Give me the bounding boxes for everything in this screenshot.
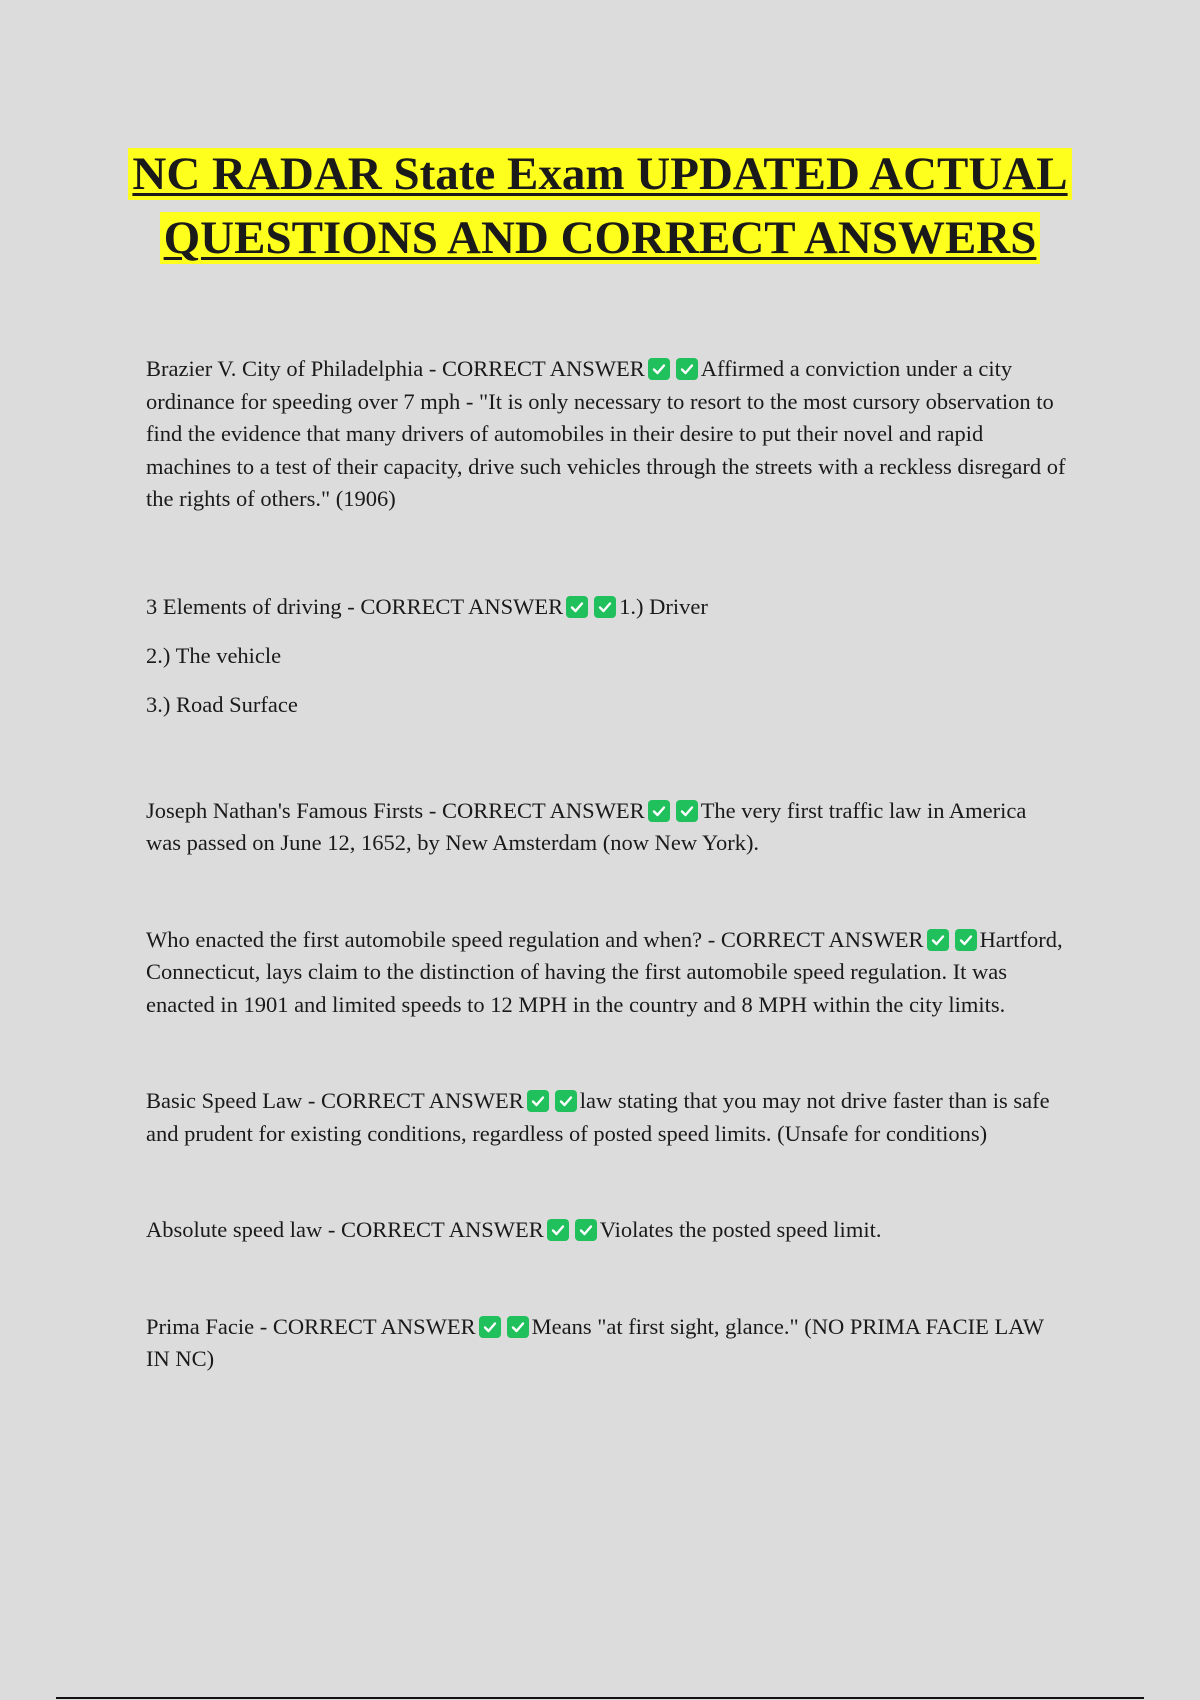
check-icon — [927, 929, 949, 951]
question-text: Basic Speed Law — [146, 1088, 303, 1113]
qa-entry: Absolute speed law - CORRECT ANSWER Violates the posted speed limit. — [146, 1217, 882, 1242]
answer-list-item: 2.) The vehicle — [146, 642, 282, 668]
check-icon — [566, 596, 588, 618]
check-icon — [648, 358, 670, 380]
check-icon — [507, 1316, 529, 1338]
check-icon — [479, 1316, 501, 1338]
document-title-text: NC RADAR State Exam UPDATED ACTUAL QUESTIONS AND CORRECT ANSWERS — [128, 148, 1071, 264]
qa-entry: Basic Speed Law - CORRECT ANSWER law stating that you may not drive faster than is safe and prudent for existing conditions, regardless of posted speed limits. (Unsafe for conditions) — [146, 1088, 1050, 1146]
answer-text: Violates the posted speed limit. — [599, 1217, 882, 1242]
check-icon — [547, 1219, 569, 1241]
answer-text: law stating that you may not drive faster than is safe and prudent for existing conditions, regardless of posted speed limits. (Unsafe for conditions) — [146, 1088, 1050, 1146]
qa-entry: Who enacted the first automobile speed regulation and when? - CORRECT ANSWER Hartford, Connecticut, lays claim to the distinction of having the first automobile speed regulation. It was enacted in 1901 and limited speeds to 12 MPH in the country and 8 MPH within the city limits. — [146, 926, 1063, 1017]
answer-marker: CORRECT ANSWER — [320, 1088, 524, 1113]
answer-marker: CORRECT ANSWER — [340, 1217, 544, 1242]
answer-text: Hartford, Connecticut, lays claim to the distinction of having the first automobile speed regulation. It was enacted in 1901 and limited speeds to 12 MPH in the country and 8 MPH within the city limits. — [146, 926, 1063, 1017]
answer-list-item: 3.) Road Surface — [146, 691, 298, 717]
check-icon — [555, 1090, 577, 1112]
check-icon — [527, 1090, 549, 1112]
answer-marker: CORRECT ANSWER — [441, 797, 645, 823]
qa-list — [146, 353, 1066, 1376]
check-icon — [594, 596, 616, 618]
question-text: Joseph Nathan's Famous Firsts — [146, 797, 424, 823]
check-icon — [955, 929, 977, 951]
check-icon — [676, 800, 698, 822]
answer-marker: CORRECT ANSWER — [720, 926, 924, 952]
footer-divider — [56, 1697, 1144, 1699]
qa-entry: Joseph Nathan's Famous Firsts - CORRECT ANSWER The very first traffic law in America was passed on June 12, 1652, by New Amsterdam (now New York). — [146, 797, 1027, 855]
answer-marker: CORRECT ANSWER — [272, 1313, 476, 1339]
qa-entry: Prima Facie - CORRECT ANSWER Means "at first sight, glance." (NO PRIMA FACIE LAW IN NC) — [146, 1313, 1044, 1371]
question-text: Who enacted the first automobile speed regulation and when? — [146, 926, 703, 952]
document-title — [120, 142, 1080, 270]
answer-marker: CORRECT ANSWER — [442, 356, 645, 381]
answer-text: Means "at first sight, glance." (NO PRIMA FACIE LAW IN NC) — [146, 1313, 1044, 1371]
qa-entry: 3 Elements of driving - CORRECT ANSWER 1.) Driver — [146, 593, 708, 619]
check-icon — [676, 358, 698, 380]
check-icon — [648, 800, 670, 822]
answer-marker: CORRECT ANSWER — [360, 593, 564, 619]
question-text: Brazier V. City of Philadelphia — [146, 356, 424, 381]
question-text: Prima Facie — [146, 1313, 255, 1339]
check-icon — [575, 1219, 597, 1241]
answer-text: Affirmed a conviction under a city ordinance for speeding over 7 mph - "It is only necessary to resort to the most cursory observation to find the evidence that many drivers of automobiles in their desire to put their novel and rapid machines to a test of their capacity, drive such vehicles through the streets with a reckless disregard of the rights of others." (1906) — [146, 356, 1066, 511]
question-text: Absolute speed law — [146, 1217, 323, 1242]
question-text: 3 Elements of driving — [146, 593, 342, 619]
answer-text: The very first traffic law in America was passed on June 12, 1652, by New Amsterdam (now New York). — [146, 797, 1027, 855]
answer-text: 1.) Driver — [619, 593, 708, 619]
qa-entry: Brazier V. City of Philadelphia - CORRECT ANSWER Affirmed a conviction under a city ordinance for speeding over 7 mph - "It is only necessary to resort to the most cursory observation to find the evidence that many drivers of automobiles in their desire to put their novel and rapid machines to a test of their capacity, drive such vehicles through the streets with a reckless disregard of the rights of others." (1906) — [146, 356, 1066, 511]
